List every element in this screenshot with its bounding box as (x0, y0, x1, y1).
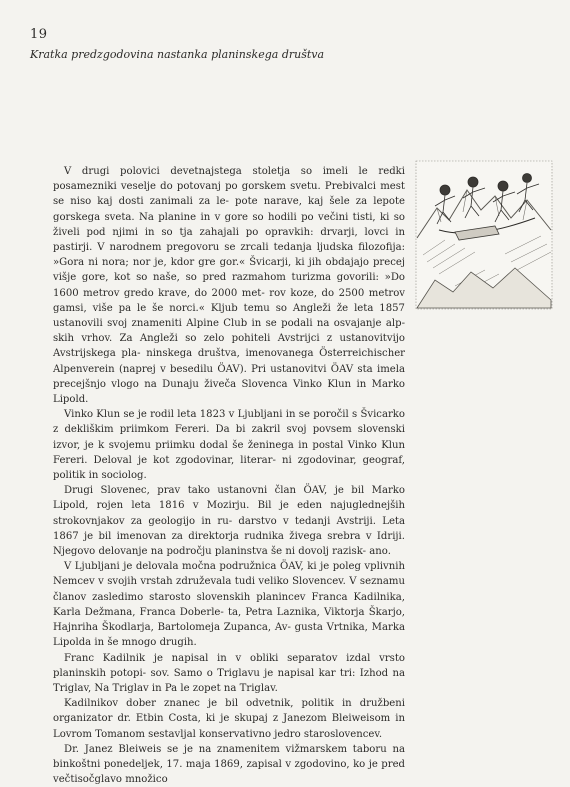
text-line: ano. (369, 546, 391, 558)
text-line: konservativno jedro staroslovencev. (199, 728, 383, 740)
text-line: starosto slovenskih planincev Franca Kadilnika, Karla Dežmana, Franca Doberle- (53, 591, 405, 618)
text-line: V Ljubljani je delovala močna podružnica ÖAV, ki je poleg vplivnih Nemcev (53, 561, 405, 588)
text-line: dodal še ženinega in postal Vinko Klun Fereri. Deloval je kot zgodovinar, literar- (53, 439, 405, 466)
mountaineers-sketch-illustration (415, 160, 553, 310)
page-number: 19 (30, 27, 48, 42)
text-line: ponedeljek, 17. maja 1869, zapisal v zgodovino, ko je pred večtisočglavo množico (53, 758, 405, 786)
text-line: Vinko Klun in Marko Lipold. (53, 378, 406, 406)
paragraph (53, 483, 405, 559)
paragraph (53, 407, 405, 483)
paragraph (53, 742, 405, 787)
text-line: gusta Vrtnika, Marka Lipolda in še mnogo drugih. (53, 622, 405, 649)
text-line: pastirji. V narodnem pregovoru se zrcali tedanja ljudska filozofija: »Gora ni (53, 242, 405, 269)
paragraph (53, 559, 405, 650)
text-line: Franc Kadilnik je napisal in v obliki separatov izdal vrsto planinskih potopi- (53, 652, 405, 679)
text-line: Drugi Slovenec, prav tako ustanovni član ÖAV, je bil Marko Lipold, rojen (53, 485, 405, 512)
text-line: pote narave, kaj šele za lepote gorskega sveta. Na planine in v gore so hodili po (53, 196, 405, 223)
text-line: Vinko Klun se je rodil leta 1823 v Ljubljani in se poročil s Švicarko z dekliškim (53, 409, 405, 436)
text-line: sov. Samo o Triglavu je napisal kar tri: Izhod na Triglav, Na Triglav in Pa le zopet (53, 667, 405, 694)
text-line: Etbin Costa, ki je skupaj z Janezom Bleiweisom in Lovrom Tomanom sestavljal (53, 713, 406, 740)
text-line: srebra v Idriji. Njegovo delovanje na področju planinstva še ni dovolj razisk- (53, 530, 405, 558)
running-head: Kratka predzgodovina nastanka planinskega društva (30, 48, 325, 61)
text-line: Kadilnikov dober znanec je bil odvetnik, politik in družbeni organizator dr. (53, 698, 405, 725)
text-line: ÖAV). Pri ustanovitvi ÖAV sta imela precejšnjo vlogo na Dunaju živeča Slovenca (53, 363, 405, 390)
text-line: rov koze, do 2500 metrov gamsi, više pa le še norci.« Kljub temu so Angleži že (53, 287, 405, 314)
text-line: so pred razmahom turizma govorili: »Do 1600 metrov gredo krave, do 2000 met- (53, 272, 405, 299)
body-text (53, 164, 405, 787)
text-line: Dr. Janez Bleiweis se je na znamenitem vižmarskem taboru na binkoštni (53, 743, 405, 770)
text-line: darstvo v tedanji Avstriji. Leta 1867 je bil imenovan za direktorja rudnika živega (53, 515, 405, 542)
text-line: v svojih vrstah združevala tudi veliko Slovencev. V seznamu članov zasledimo (53, 576, 405, 603)
text-line: priimkom Fereri. Da bi zakril svoj povsem slovenski izvor, je k svojemu priimku (53, 424, 405, 451)
paragraph (53, 164, 405, 407)
text-line: ni zgodovinar, geograf, politik in sociolog. (53, 454, 405, 482)
text-line: leta 1857 ustanovili svoj znameniti Alpine Club in se podali na osvajanje alp- (53, 302, 405, 330)
text-line: nora; nor je, kdor gre gor.« Švicarji, ki jih obdajajo precej višje gore, kot so naše, (53, 257, 405, 284)
text-line: leta 1816 v Mozirju. Bil je eden najuglednejših strokovnjakov za geologijo in ru- (53, 500, 406, 527)
text-line: do potovanj po gorskem svetu. Prebivalci mest se niso kaj dosti zanimali za le- (53, 181, 405, 208)
text-line: ninskega društva, imenovanega Österreichischer Alpenverein (naprej v besedilu (53, 348, 405, 375)
text-line: večini tisti, ki so živeli pod njimi in so tja zahajali po opravkih: drvarji, lovci in (53, 211, 405, 238)
text-line: na Triglav. (223, 682, 278, 694)
text-line: ta, Petra Laznika, Viktorja Škarjo, Hajnriha Škodlarja, Bartolomeja Zupanca, Av- (53, 606, 406, 634)
text-line: skih vrhov. Za Angleži so zelo pohiteli Avstrijci z ustanovitvijo Avstrijskega pla- (53, 333, 405, 360)
text-line: V drugi polovici devetnajstega stoletja so imeli le redki posamezniki veselje (53, 166, 405, 193)
paragraph (53, 651, 405, 697)
